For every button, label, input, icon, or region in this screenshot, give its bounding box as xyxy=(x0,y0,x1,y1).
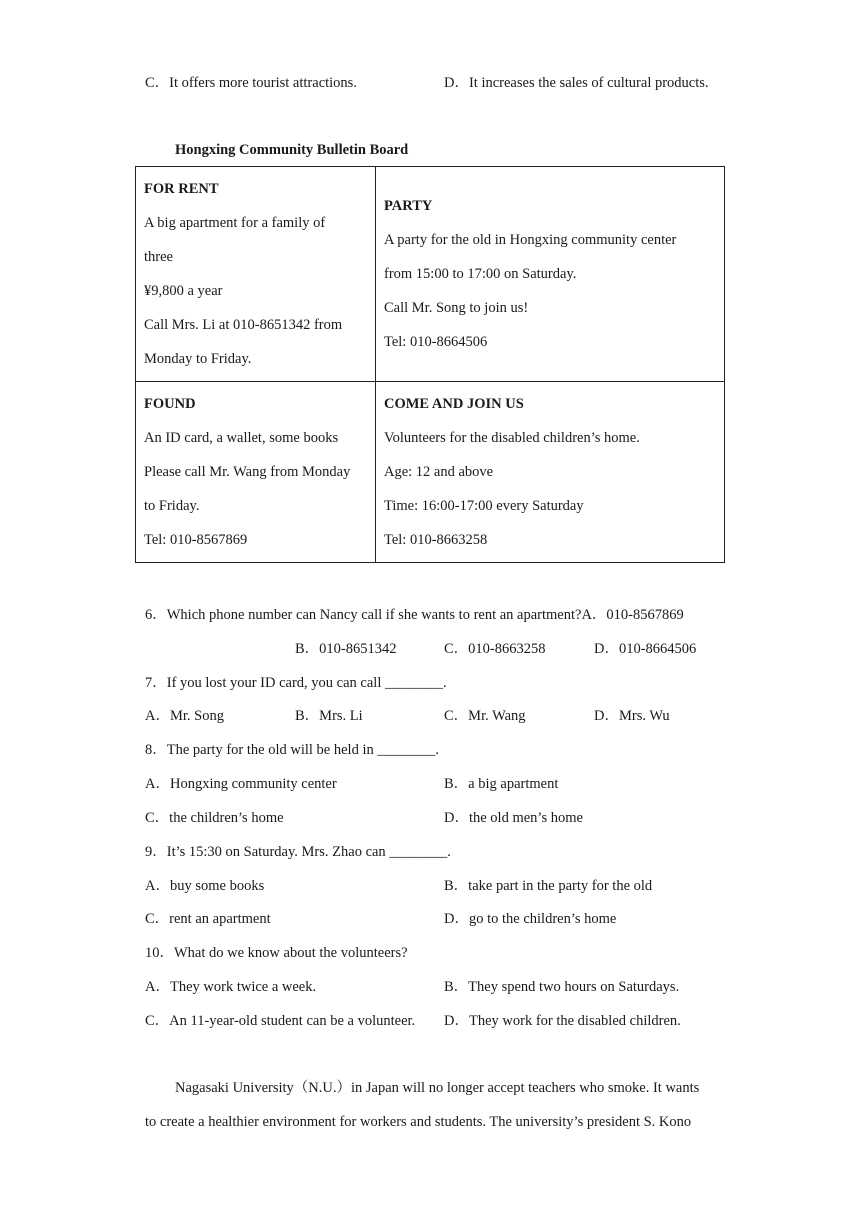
party-line: Call Mr. Song to join us! xyxy=(384,300,529,316)
q9-option-c: C．rent an apartment xyxy=(145,911,271,927)
q10-option-a: A．They work twice a week. xyxy=(145,979,317,995)
party-title: PARTY xyxy=(384,198,433,214)
q6-stem: 6．Which phone number can Nancy call if she wants to rent an apartment?A．010-8567869 xyxy=(145,607,684,623)
q9-option-d: D．go to the children’s home xyxy=(444,911,617,927)
q10-option-c: C．An 11-year-old student can be a volunteer. xyxy=(145,1013,416,1029)
passage-line: to create a healthier environment for workers and students. The university’s president S. Kono xyxy=(145,1114,692,1130)
found-line: Tel: 010-8567869 xyxy=(144,532,248,548)
join-line: Age: 12 and above xyxy=(384,464,494,480)
join-line: Volunteers for the disabled children’s home. xyxy=(384,430,640,446)
join-line: Tel: 010-8663258 xyxy=(384,532,488,548)
join-line: Time: 16:00-17:00 every Saturday xyxy=(384,498,584,514)
found-cell xyxy=(136,382,376,563)
found-line: An ID card, a wallet, some books xyxy=(144,430,339,446)
bulletin-board-table xyxy=(135,166,725,563)
join-cell xyxy=(376,382,725,563)
board-row xyxy=(136,167,725,382)
q8-option-d: D．the old men’s home xyxy=(444,810,583,826)
party-line: from 15:00 to 17:00 on Saturday. xyxy=(384,266,577,282)
for-rent-cell xyxy=(136,167,376,382)
prev-option-c: C．It offers more tourist attractions. xyxy=(145,75,357,91)
q7-stem: 7．If you lost your ID card, you can call ________. xyxy=(145,675,447,691)
for-rent-line: ¥9,800 a year xyxy=(144,283,223,299)
party-cell xyxy=(376,167,725,382)
q9-stem: 9．It’s 15:30 on Saturday. Mrs. Zhao can ________. xyxy=(145,844,451,860)
q7-option-a: A．Mr. Song xyxy=(145,708,224,724)
for-rent-line: A big apartment for a family of xyxy=(144,215,326,231)
for-rent-line: Call Mrs. Li at 010-8651342 from xyxy=(144,317,343,333)
for-rent-line: Monday to Friday. xyxy=(144,351,252,367)
for-rent-line: three xyxy=(144,249,173,265)
q8-option-c: C．the children’s home xyxy=(145,810,284,826)
q10-option-b: B．They spend two hours on Saturdays. xyxy=(444,979,680,995)
q7-option-b: B．Mrs. Li xyxy=(295,708,363,724)
q10-option-d: D．They work for the disabled children. xyxy=(444,1013,681,1029)
join-title: COME AND JOIN US xyxy=(384,396,524,412)
board-title: Hongxing Community Bulletin Board xyxy=(175,142,409,158)
q8-option-b: B．a big apartment xyxy=(444,776,559,792)
party-line: A party for the old in Hongxing community center xyxy=(384,232,677,248)
found-line: to Friday. xyxy=(144,498,200,514)
q9-option-b: B．take part in the party for the old xyxy=(444,878,653,894)
q8-stem: 8．The party for the old will be held in ________. xyxy=(145,742,439,758)
party-line: Tel: 010-8664506 xyxy=(384,334,488,350)
q6-option-c: C．010-8663258 xyxy=(444,641,546,657)
q7-option-c: C．Mr. Wang xyxy=(444,708,526,724)
for-rent-title: FOR RENT xyxy=(144,181,219,197)
passage-line: Nagasaki University（N.U.）in Japan will no longer accept teachers who smoke. It wants xyxy=(175,1080,700,1096)
q6-option-d: D．010-8664506 xyxy=(594,641,697,657)
found-line: Please call Mr. Wang from Monday xyxy=(144,464,351,480)
q8-option-a: A．Hongxing community center xyxy=(145,776,337,792)
found-title: FOUND xyxy=(144,396,196,412)
q9-option-a: A．buy some books xyxy=(145,878,265,894)
q10-stem: 10．What do we know about the volunteers? xyxy=(145,945,408,961)
q6-option-b: B．010-8651342 xyxy=(295,641,397,657)
q7-option-d: D．Mrs. Wu xyxy=(594,708,670,724)
board-row xyxy=(136,382,725,563)
prev-option-d: D．It increases the sales of cultural products. xyxy=(444,75,709,91)
